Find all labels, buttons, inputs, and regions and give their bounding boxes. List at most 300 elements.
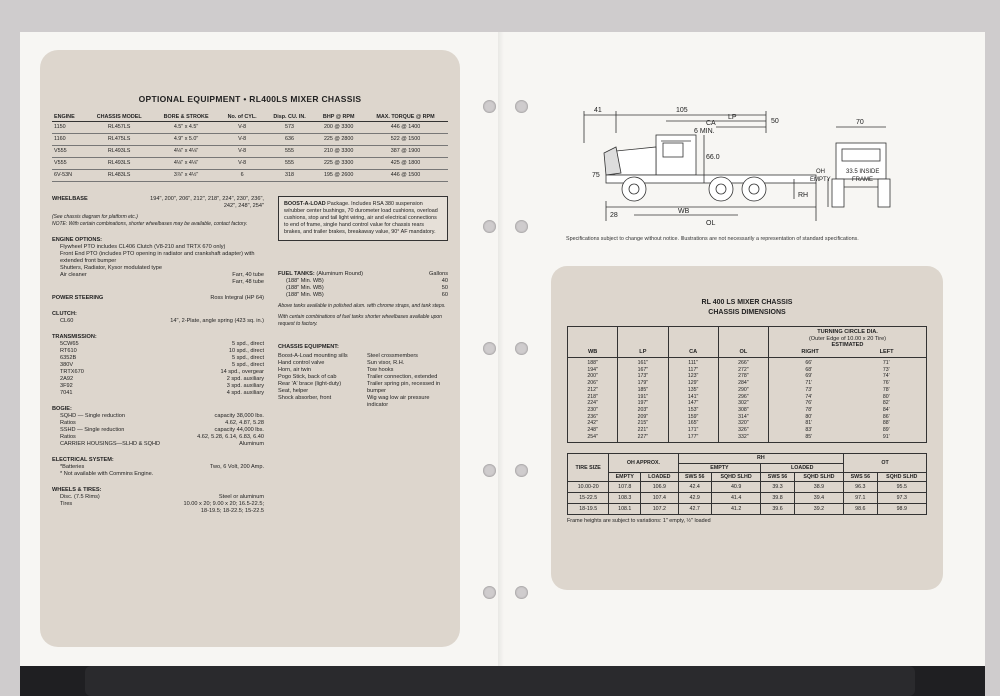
optional-equipment-panel: [40, 50, 460, 647]
equipment-item: Trailer spring pin, recessed in bumper: [367, 381, 441, 394]
page-fold: [498, 32, 504, 674]
transmission-row-label: 5CW65: [60, 341, 79, 347]
specs-right-column: [278, 190, 448, 409]
equipment-item: Hand control valve: [278, 360, 325, 366]
power-steering-value: Ross Integral (HP 64): [210, 295, 264, 301]
left-value: 91': [882, 433, 890, 440]
table-cell: 95.5: [877, 482, 926, 493]
ca-value: 117": [688, 366, 699, 373]
bogie-row: [52, 413, 264, 420]
rh-subheader: SWS 56: [844, 472, 877, 481]
bogie-row-value: 4.62, 5.28, 6.14, 6.83, 6.40: [197, 434, 264, 440]
transmission-row-value: 5 spd., direct: [231, 341, 264, 347]
transmission-row: [52, 383, 264, 390]
wheelbase-label: WHEELBASE: [52, 196, 88, 202]
frame-heights-note: Frame heights are subject to variations: 1" empty, ½" loaded: [567, 518, 711, 525]
left-value: 84': [882, 406, 890, 413]
right-value: 74': [805, 393, 813, 400]
transmission-row-value: 14 spd., overgear: [220, 369, 264, 375]
table-cell: 15-22.5: [568, 493, 609, 504]
ca-value: 135": [687, 386, 699, 393]
table-cell: 18-19.5: [568, 504, 609, 515]
wb-value: 248": [587, 427, 598, 434]
left-value: 74': [882, 373, 890, 380]
table-cell: 97.1: [844, 493, 877, 504]
binder-base: [85, 666, 915, 696]
lp-value: 161": [637, 360, 649, 366]
fuel-row-value: 60: [441, 292, 448, 298]
air-cleaner-value-1: Farr, 40 tube: [232, 272, 264, 278]
turning-right-header: RIGHT: [801, 348, 819, 355]
wb-value: 218": [587, 393, 598, 400]
table-cell: 1160: [52, 134, 86, 146]
transmission-row-label: 2A92: [60, 376, 74, 382]
table-cell: 425 @ 1800: [363, 158, 448, 170]
clutch-value: 14", 2-Plate, angle spring (423 sq. in.): [170, 318, 264, 324]
right-value: 80': [805, 413, 813, 420]
electrical-note: * Not available with Commins Engine.: [60, 471, 154, 477]
table-cell: 107.8: [609, 482, 641, 493]
engine-option-item: Flywheel PTO includes CL406 Clutch (V8-210 and TRTX 670 only): [60, 244, 226, 250]
transmission-row-label: 7041: [60, 390, 73, 396]
fuel-row-label: (188" Min. WB): [286, 292, 324, 298]
transmission-row-value: 4 spd. auxiliary: [226, 390, 264, 396]
clutch-label: CLUTCH:: [52, 311, 77, 317]
transmission-row: [52, 390, 264, 397]
lp-value: 179": [637, 380, 649, 387]
fuel-unit: Gallons: [429, 271, 448, 277]
table-cell: 96.3: [844, 482, 877, 493]
col-lp: LP: [618, 327, 668, 358]
bogie-row-value: capacity 38,000 lbs.: [214, 413, 264, 419]
left-value: 88': [882, 420, 890, 427]
table-cell: 6: [220, 170, 265, 182]
ca-value: 171": [687, 427, 699, 434]
wb-value: 236": [587, 413, 598, 420]
wheels-label: WHEELS & TIRES:: [52, 487, 102, 493]
dim-lp: LP: [728, 114, 737, 121]
transmission-row-value: 5 spd., direct: [231, 355, 264, 361]
fuel-note-2: With certain combinations of fuel tanks shorter wheelbases available upon request to factory.: [278, 314, 442, 327]
wheelbase-note-1: (See chassis diagram for platform etc.): [52, 214, 138, 220]
binder-hole: [515, 342, 528, 355]
engine-table-header: ENGINE: [52, 113, 86, 122]
dim-rh: RH: [798, 192, 809, 199]
binder-hole: [515, 100, 528, 113]
table-cell: V555: [52, 146, 86, 158]
ol-value: 326": [738, 427, 749, 434]
ride-height-table: [567, 453, 927, 515]
lp-value: 191": [637, 393, 649, 400]
air-cleaner-value-2: Farr, 48 tube: [232, 279, 264, 285]
lp-value: 197": [637, 400, 649, 407]
fuel-row: [278, 292, 448, 299]
table-cell: 98.6: [844, 504, 877, 515]
engine-table-header: Disp. CU. IN.: [265, 113, 315, 122]
equipment-item: Horn, air twin: [278, 367, 311, 373]
equipment-item: Steel crossmembers: [367, 353, 418, 359]
lp-value: 173": [637, 373, 649, 380]
table-cell: 522 @ 1500: [363, 134, 448, 146]
boost-text: Package. Includes RSA 380 suspension w/rubber center bushings, 70 durometer load cushions, overload cushions, stop and tail light wiring, air and electrical connections to end of frame, single hand control value for chassis rears brakes, and trailer brakes, breakaway value, 90° AF mandatory.: [284, 201, 438, 235]
table-cell: 41.2: [711, 504, 760, 515]
chassis-dimensions-panel: [551, 266, 943, 590]
bogie-row-label: SSHD — Single reduction: [60, 427, 125, 433]
bogie-row-value: capacity 44,000 lbs.: [214, 427, 264, 433]
fuel-row-label: (188" Min. WB): [286, 278, 324, 284]
table-cell: 42.7: [678, 504, 711, 515]
bogie-row: [52, 441, 264, 448]
transmission-row-value: 10 spd., direct: [228, 348, 264, 354]
binder-hole: [483, 342, 496, 355]
table-cell: 1150: [52, 122, 86, 134]
dim-frame: FRAME: [852, 177, 873, 183]
ol-value: 314": [738, 413, 749, 420]
equipment-column-2: [367, 353, 448, 409]
disc-label: Disc. (7.5 Rims): [60, 494, 100, 500]
binder-hole: [483, 100, 496, 113]
binder-hole: [483, 220, 496, 233]
battery-value: Two, 6 Volt, 200 Amp.: [209, 464, 264, 470]
table-cell: V-8: [220, 122, 265, 134]
equipment-item: Shock absorber, front: [278, 395, 332, 401]
table-cell: 39.2: [794, 504, 843, 515]
rh-subheader: EMPTY: [609, 472, 641, 481]
wheelbase-note-2: NOTE: With certain combinations, shorter wheelbases may be available, contact factory.: [52, 221, 248, 227]
right-value: 69': [805, 373, 813, 380]
fuel-tanks-label: FUEL TANKS:: [278, 271, 315, 277]
table-cell: 4⅛" x 4⅛": [153, 158, 220, 170]
table-cell: 225 @ 2800: [314, 134, 363, 146]
binder-hole: [483, 586, 496, 599]
table-cell: 10.00-20: [568, 482, 609, 493]
power-steering-label: POWER STEERING: [52, 295, 104, 301]
engine-option-item: Front End PTO (includes PTO opening in radiator and crankshaft adapter) with extended front bumper: [60, 251, 255, 264]
ol-value: 320": [738, 420, 749, 427]
right-value: 68': [805, 366, 813, 373]
boost-title: BOOST-A-LOAD: [284, 201, 326, 207]
ol-value: 278": [738, 373, 749, 380]
ca-value: 111": [688, 360, 698, 366]
bogie-row-value: 4.62, 4.87, 5.28: [225, 420, 264, 426]
transmission-label: TRANSMISSION:: [52, 334, 97, 340]
table-cell: 4⅛" x 4⅛": [153, 146, 220, 158]
lp-value: 209": [637, 413, 649, 420]
binder-hole: [515, 464, 528, 477]
table-cell: RL493LS: [86, 158, 153, 170]
right-value: 81': [805, 420, 813, 427]
right-value: 76': [805, 400, 813, 407]
right-value: 85': [805, 433, 813, 440]
table-row: [568, 482, 927, 493]
table-cell: 387 @ 1900: [363, 146, 448, 158]
dim-inside: 33.5 INSIDE: [846, 169, 880, 175]
rh-subheader: SQHD SLHD: [711, 472, 760, 481]
table-row: [568, 493, 927, 504]
transmission-row-label: TRTX670: [60, 369, 84, 375]
dim-28: 28: [610, 212, 618, 219]
engine-option-item: Shutters, Radiator, Kysor modulated type: [60, 265, 162, 271]
h-oh: OH APPROX.: [609, 454, 678, 472]
table-row: [52, 170, 448, 182]
specifications-note: Specifications subject to change without notice. Illustrations are not necessarily a representation of standard specifications.: [566, 236, 859, 242]
lp-value: 227": [637, 433, 649, 440]
ca-values: [668, 358, 718, 443]
right-value: 78': [805, 406, 813, 413]
bogie-row: [52, 427, 264, 434]
table-cell: 41.4: [711, 493, 760, 504]
engine-table-header: CHASSIS MODEL: [86, 113, 153, 122]
wb-values: [568, 358, 618, 443]
equipment-item: Wig wag low air pressure indicator: [367, 395, 430, 408]
fuel-row-label: (188" Min. WB): [286, 285, 324, 291]
chassis-dimensions-table: [567, 326, 927, 443]
right-value: 83': [805, 427, 813, 434]
table-cell: RL493LS: [86, 146, 153, 158]
chassis-equipment-label: CHASSIS EQUIPMENT:: [278, 344, 339, 350]
tires-value-1: 10.00 x 20; 9.00 x 20; 16.5-22.5;: [183, 501, 264, 507]
col-ca: CA: [668, 327, 718, 358]
wb-value: 230": [587, 406, 598, 413]
table-cell: 446 @ 1500: [363, 170, 448, 182]
panel-title: OPTIONAL EQUIPMENT • RL400LS MIXER CHASSIS: [138, 94, 362, 104]
wb-value: 242": [587, 420, 598, 427]
transmission-row-label: 380V: [60, 362, 74, 368]
equipment-item: Rear 'A' brace (light-duty): [278, 381, 342, 387]
electrical-label: ELECTRICAL SYSTEM:: [52, 457, 114, 463]
ca-value: 165": [687, 420, 699, 427]
wb-value: 188": [587, 360, 598, 366]
wheelbase-values: 194", 200", 206", 212", 218", 224", 230", 236", 242", 248", 254": [150, 196, 264, 209]
table-cell: 555: [265, 158, 315, 170]
panel-title-2: CHASSIS DIMENSIONS: [708, 309, 786, 316]
wb-value: 212": [587, 386, 598, 393]
ol-value: 296": [738, 393, 749, 400]
table-cell: V-8: [220, 134, 265, 146]
col-turning: [769, 327, 927, 358]
transmission-row-label: 3F92: [60, 383, 73, 389]
table-cell: V555: [52, 158, 86, 170]
ca-value: 177": [687, 433, 699, 440]
dim-50: 50: [771, 118, 779, 125]
lp-value: 215": [637, 420, 649, 427]
rh-subheader: LOADED: [641, 472, 678, 481]
table-cell: 6V-53N: [52, 170, 86, 182]
dim-ca: CA: [706, 120, 716, 127]
bogie-row-value: Aluminum: [239, 441, 264, 447]
h-ot: OT: [844, 454, 927, 472]
table-cell: 3⅞" x 4½": [153, 170, 220, 182]
specs-left-column: [52, 190, 264, 515]
ol-values: [718, 358, 768, 443]
left-value: 73': [882, 366, 890, 373]
table-cell: 98.9: [877, 504, 926, 515]
ol-value: 290": [738, 386, 749, 393]
table-cell: 39.6: [761, 504, 794, 515]
rh-subheader: SWS 56: [678, 472, 711, 481]
h-rh-empty: EMPTY: [678, 463, 761, 472]
table-cell: 555: [265, 146, 315, 158]
wb-value: 254": [587, 433, 598, 440]
table-cell: 108.3: [609, 493, 641, 504]
fuel-row-value: 40: [441, 278, 448, 284]
table-cell: 107.2: [641, 504, 678, 515]
tires-value-2: 18-19.5; 18-22.5; 15-22.5: [200, 508, 264, 514]
rh-subheader: SQHD SLHD: [794, 472, 843, 481]
table-row: [52, 122, 448, 134]
transmission-row-value: 2 spd. auxiliary: [226, 376, 264, 382]
dim-wb: WB: [678, 208, 690, 215]
transmission-row: [52, 376, 264, 383]
left-value: 80': [882, 393, 890, 400]
left-value: 82': [882, 400, 890, 407]
table-row: [52, 146, 448, 158]
fuel-row-value: 50: [441, 285, 448, 291]
equipment-column-1: [278, 353, 359, 409]
table-cell: 200 @ 3300: [314, 122, 363, 134]
dim-66: 66.0: [706, 154, 720, 161]
dim-41: 41: [594, 107, 602, 114]
engine-table-header: BORE & STROKE: [153, 113, 220, 122]
table-cell: 97.3: [877, 493, 926, 504]
ol-value: 302": [738, 400, 749, 407]
ol-value: 308": [738, 406, 749, 413]
ca-value: 147": [687, 400, 699, 407]
engine-options-label: ENGINE OPTIONS:: [52, 237, 103, 243]
col-ol: OL: [718, 327, 768, 358]
table-cell: 106.9: [641, 482, 678, 493]
dim-empty: EMPTY: [810, 177, 831, 183]
disc-value: Steel or aluminum: [218, 494, 264, 500]
equipment-item: Sun visor, R.H.: [367, 360, 405, 366]
table-row: [568, 504, 927, 515]
table-cell: RL483LS: [86, 170, 153, 182]
lp-values: [618, 358, 668, 443]
left-value: 78': [882, 386, 890, 393]
right-value: 73': [805, 386, 813, 393]
fuel-row: [278, 278, 448, 285]
table-cell: 42.4: [678, 482, 711, 493]
left-value: 89': [882, 427, 890, 434]
wb-value: 200": [587, 373, 598, 380]
ca-value: 159": [687, 413, 699, 420]
table-cell: 40.9: [711, 482, 760, 493]
transmission-row-label: RT610: [60, 348, 77, 354]
table-cell: 38.9: [794, 482, 843, 493]
transmission-row-label: 6352B: [60, 355, 77, 361]
bogie-row-label: SQHD — Single reduction: [60, 413, 125, 419]
engine-table-header: MAX. TORQUE @ RPM: [363, 113, 448, 122]
table-cell: 39.3: [761, 482, 794, 493]
left-value: 86': [882, 413, 890, 420]
battery-label: *Batteries: [60, 464, 85, 470]
transmission-row-value: 3 spd. auxiliary: [226, 383, 264, 389]
transmission-row-value: 5 spd., direct: [231, 362, 264, 368]
turning-estimated: ESTIMATED: [831, 342, 864, 348]
bogie-row-label: Ratios: [60, 420, 76, 426]
lp-value: 221": [637, 427, 649, 434]
transmission-row: [52, 341, 264, 348]
table-cell: 573: [265, 122, 315, 134]
table-cell: 39.8: [761, 493, 794, 504]
boost-a-load-box: [278, 196, 448, 241]
left-value: 71': [882, 360, 890, 366]
binder-hole: [515, 586, 528, 599]
dim-oh: OH: [816, 169, 825, 175]
binder-hole: [483, 464, 496, 477]
dim-70: 70: [856, 119, 864, 126]
dim-6min: 6 MIN.: [694, 128, 715, 135]
turning-sub: (Outer Edge of 10.00 x 20 Tire): [808, 335, 887, 342]
ol-value: 284": [738, 380, 749, 387]
dim-75: 75: [592, 172, 600, 179]
wb-value: 206": [587, 380, 598, 387]
equipment-item: Tow hooks: [367, 367, 394, 373]
bogie-row: [52, 434, 264, 441]
h-rh: RH: [678, 454, 844, 463]
binder-hole: [515, 220, 528, 233]
air-cleaner-label: Air cleaner: [60, 272, 87, 278]
table-cell: 195 @ 2600: [314, 170, 363, 182]
table-cell: 107.4: [641, 493, 678, 504]
table-cell: 225 @ 3300: [314, 158, 363, 170]
ol-value: 332": [738, 433, 749, 440]
equipment-item: Seat, helper: [278, 388, 309, 394]
rh-subheader: SWS 56: [761, 472, 794, 481]
h-rh-loaded: LOADED: [761, 463, 844, 472]
table-cell: 42.9: [678, 493, 711, 504]
table-cell: 636: [265, 134, 315, 146]
equipment-item: Pogo Stick, back of cab: [278, 374, 337, 380]
engine-table-header: No. of CYL.: [220, 113, 265, 122]
lp-value: 203": [637, 406, 649, 413]
bogie-row-label: Ratios: [60, 434, 76, 440]
ca-value: 153": [687, 406, 699, 413]
lp-value: 167": [637, 366, 649, 373]
tires-label: Tires: [60, 501, 73, 507]
turning-header: TURNING CIRCLE DIA.: [817, 329, 878, 335]
table-cell: 4.9" x 5.0": [153, 134, 220, 146]
ca-value: 141": [687, 393, 699, 400]
turning-left-header: LEFT: [879, 348, 894, 355]
dim-105: 105: [676, 107, 688, 114]
wb-value: 194": [587, 366, 598, 373]
engine-table-header: BHP @ RPM: [314, 113, 363, 122]
ol-value: 266": [738, 360, 749, 366]
table-cell: 39.4: [794, 493, 843, 504]
fuel-note-1: Above tanks available in polished alum. with chrome straps, and tank steps.: [278, 303, 446, 309]
col-wb: WB: [568, 327, 618, 358]
table-cell: 4.5" x 4.5": [153, 122, 220, 134]
lp-value: 185": [637, 386, 649, 393]
transmission-row: [52, 362, 264, 369]
engine-table: [52, 113, 448, 182]
dim-ol: OL: [706, 220, 716, 227]
table-cell: V-8: [220, 158, 265, 170]
rh-subheader: SQHD SLHD: [877, 472, 926, 481]
table-cell: V-8: [220, 146, 265, 158]
wb-value: 224": [587, 400, 598, 407]
right-value: 66': [805, 360, 813, 366]
ol-value: 272": [738, 366, 749, 373]
table-cell: 318: [265, 170, 315, 182]
table-cell: 210 @ 3300: [314, 146, 363, 158]
left-value: 76': [882, 380, 890, 387]
table-cell: RL475LS: [86, 134, 153, 146]
fuel-row: [278, 285, 448, 292]
transmission-row: [52, 369, 264, 376]
h-tire-size: TIRE SIZE: [568, 454, 609, 482]
